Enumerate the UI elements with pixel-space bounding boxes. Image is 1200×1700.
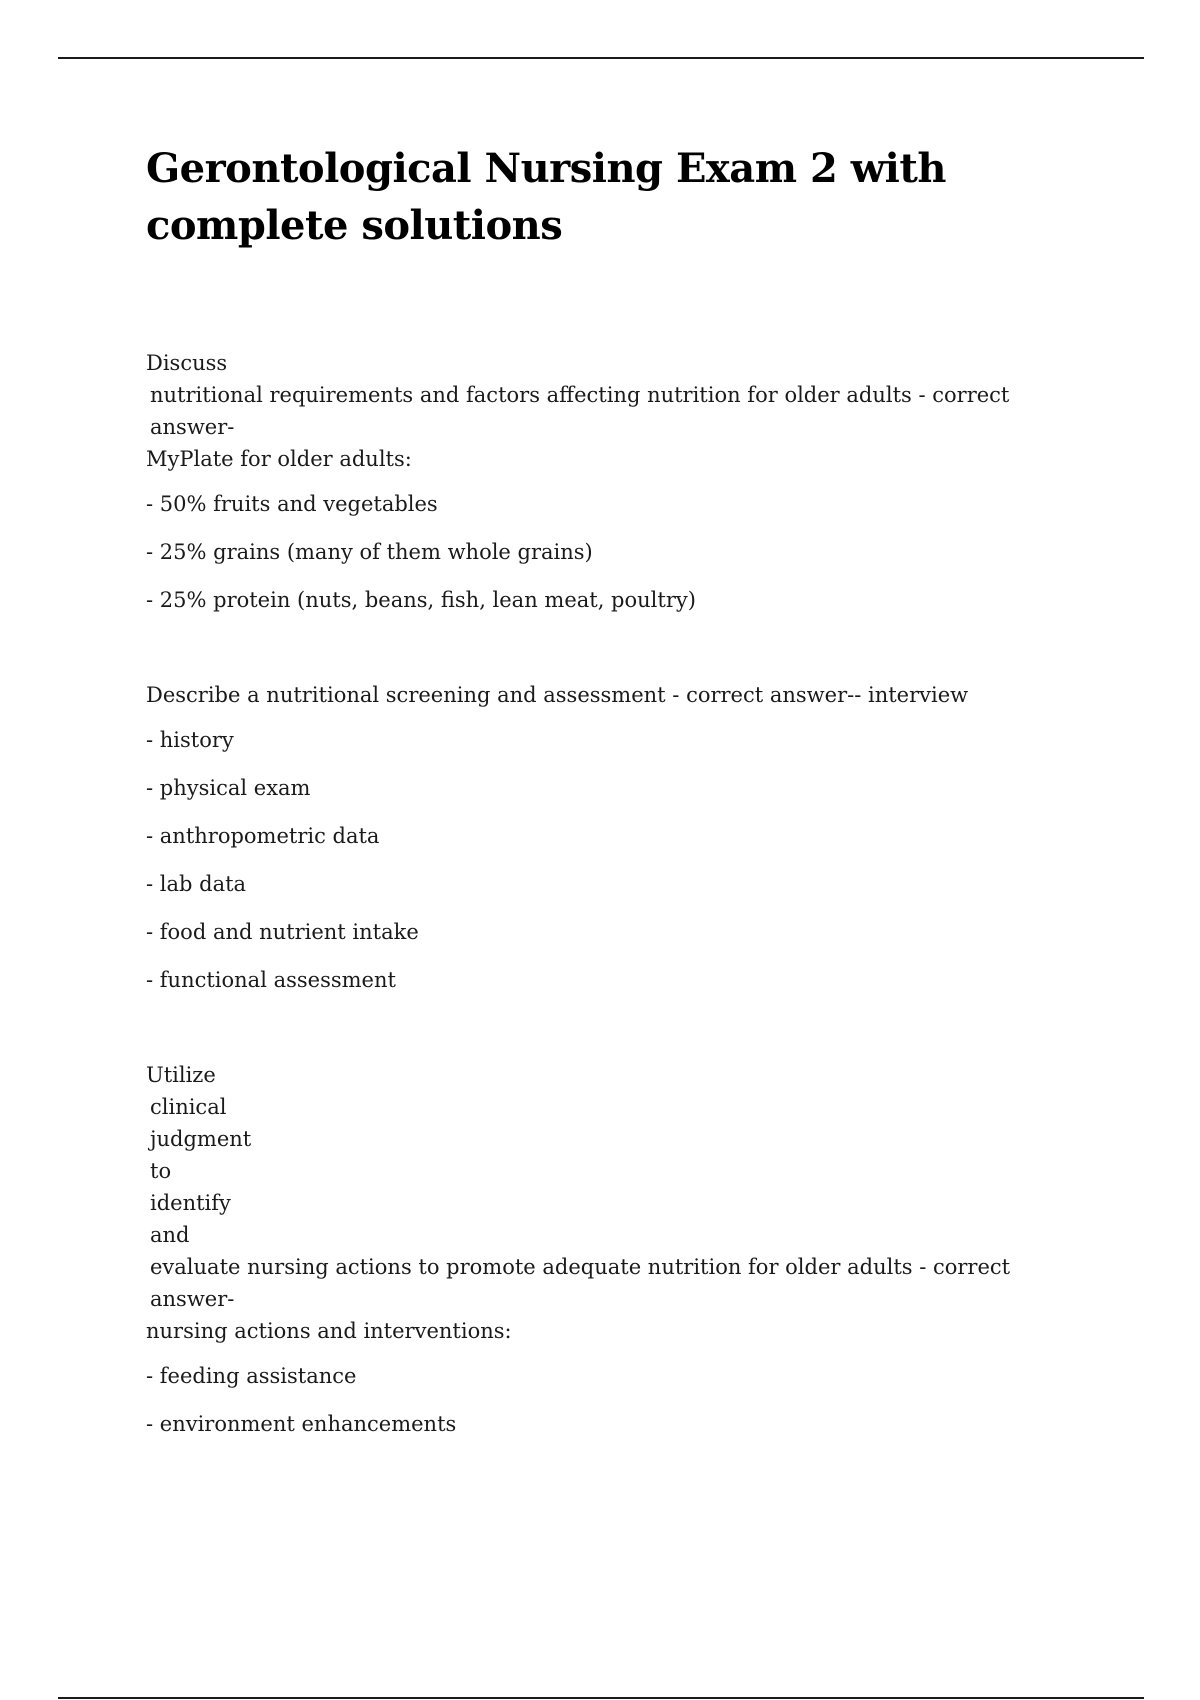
answer-bullet: - history xyxy=(146,728,234,752)
question-text: Describe a nutritional screening and assessment - correct answer-- interview xyxy=(146,683,969,707)
answer-intro: nursing actions and interventions: xyxy=(146,1319,512,1343)
question-word: and xyxy=(150,1223,190,1247)
answer-bullet: - lab data xyxy=(146,872,247,896)
header-rule xyxy=(58,57,1144,59)
qa-block-nursing-actions xyxy=(146,1059,1086,1440)
qa-block-nutritional-screening xyxy=(146,679,1086,996)
question-word: identify xyxy=(150,1191,231,1215)
answer-bullet: - 50% fruits and vegetables xyxy=(146,492,438,516)
answer-bullet: - environment enhancements xyxy=(146,1412,457,1436)
document-body xyxy=(146,140,1086,1440)
question-word: Utilize xyxy=(146,1063,216,1087)
qa-block-nutrition-requirements xyxy=(146,347,1086,616)
title-line-1: Gerontological Nursing Exam 2 with xyxy=(146,145,946,192)
question-text: nutritional requirements and factors affecting nutrition for older adults - correct answer- xyxy=(150,383,1010,439)
answer-bullet: - 25% grains (many of them whole grains) xyxy=(146,540,593,564)
title-line-2: complete solutions xyxy=(146,202,563,249)
answer-bullet: - physical exam xyxy=(146,776,311,800)
answer-bullet: - feeding assistance xyxy=(146,1364,357,1388)
question-word: clinical xyxy=(150,1095,227,1119)
answer-bullet: - functional assessment xyxy=(146,968,396,992)
answer-bullet: - food and nutrient intake xyxy=(146,920,419,944)
question-lead: Discuss xyxy=(146,351,228,375)
question-text: evaluate nursing actions to promote adequate nutrition for older adults - correct answer- xyxy=(150,1255,1011,1311)
footer-rule xyxy=(58,1697,1144,1699)
document-title xyxy=(146,140,1086,254)
answer-bullet: - anthropometric data xyxy=(146,824,380,848)
question-word: to xyxy=(150,1159,172,1183)
question-word: judgment xyxy=(150,1127,252,1151)
answer-intro: MyPlate for older adults: xyxy=(146,447,412,471)
answer-bullet: - 25% protein (nuts, beans, fish, lean meat, poultry) xyxy=(146,588,696,612)
